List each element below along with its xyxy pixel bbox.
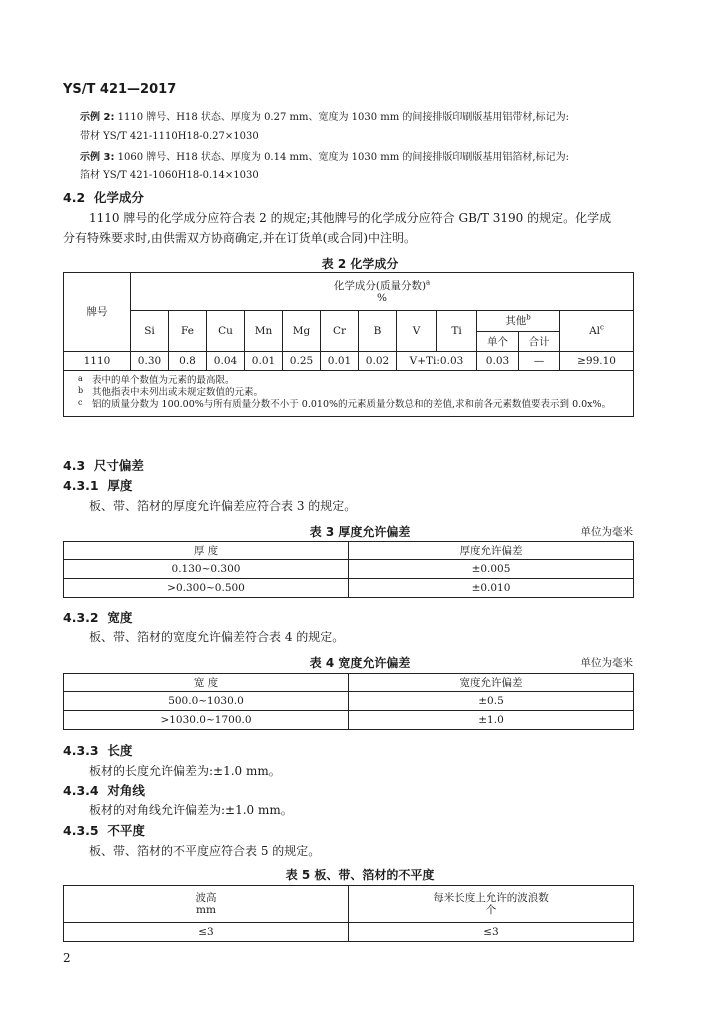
- section-number: 4.3: [63, 458, 86, 473]
- standard-number: YS/T 421—2017: [63, 82, 177, 97]
- table-2-caption: 表 2 化学成分: [321, 257, 399, 271]
- section-title: 不平度: [107, 823, 145, 838]
- section-4-3-2-heading: [63, 608, 132, 626]
- value-v-ti: V+Ti:0.03: [397, 352, 477, 371]
- table-row-cell: ±0.010: [349, 579, 634, 598]
- section-4-3-3-heading: [63, 741, 132, 759]
- value-mg: 0.25: [283, 352, 321, 371]
- wave-count-unit: 个: [485, 904, 497, 916]
- page-number: 2: [63, 951, 71, 965]
- section-title: 化学成分: [93, 190, 144, 205]
- composition-unit: %: [377, 291, 388, 304]
- section-4-3-heading: [63, 456, 144, 474]
- footnote-c: [70, 399, 627, 411]
- composition-header-text: 化学成分(质量分数): [333, 279, 427, 292]
- element-v: V: [397, 311, 437, 352]
- footnote-mark: c: [78, 398, 83, 407]
- section-4-2-para-line-1: 1110 牌号的化学成分应符合表 2 的规定;其他牌号的化学成分应符合 GB/T 3190 的规定。化学成: [89, 211, 612, 225]
- value-cr: 0.01: [321, 352, 359, 371]
- footnote-mark: a: [78, 374, 83, 383]
- value-mn: 0.01: [245, 352, 283, 371]
- section-4-3-5-para: 板、带、箔材的不平度应符合表 5 的规定。: [89, 844, 321, 858]
- table-3-caption: 表 3 厚度允许偏差: [309, 525, 411, 539]
- footnote-text: 表中的单个数值为元素的最高限。: [92, 375, 235, 386]
- wave-height-label: 波高: [195, 892, 217, 904]
- composition-group-header: [131, 273, 634, 311]
- section-4-2-para-line-2: 分有特殊要求时,由供需双方协商确定,并在订货单(或合同)中注明。: [63, 231, 416, 245]
- table-row-cell: ±0.5: [349, 692, 634, 711]
- value-si: 0.30: [131, 352, 169, 371]
- section-title: 尺寸偏差: [93, 458, 144, 473]
- table-row-cell: >1030.0~1700.0: [64, 711, 349, 730]
- value-b: 0.02: [359, 352, 397, 371]
- al-header: [560, 311, 634, 352]
- section-number: 4.3.1: [63, 478, 99, 493]
- other-single-header: 单个: [477, 332, 519, 352]
- example-2-marking: 带材 YS/T 421-1110H18-0.27×1030: [80, 131, 259, 142]
- element-cu: Cu: [207, 311, 245, 352]
- section-title: 厚度: [107, 478, 133, 493]
- table-4-unit: 单位为毫米: [580, 657, 633, 669]
- footnote-b: [70, 387, 627, 399]
- value-cu: 0.04: [207, 352, 245, 371]
- thickness-tolerance-header: 厚度允许偏差: [349, 542, 634, 560]
- width-tolerance-header: 宽度允许偏差: [349, 674, 634, 692]
- row-grade: 1110: [64, 352, 131, 371]
- element-si: Si: [131, 311, 169, 352]
- footnote-ref: c: [600, 323, 604, 332]
- footnote-mark: b: [78, 386, 84, 395]
- footnote-text: 其他指表中未列出或未规定数值的元素。: [92, 387, 264, 398]
- section-title: 对角线: [107, 783, 145, 798]
- example-3-marking: 箔材 YS/T 421-1060H18-0.14×1030: [80, 170, 259, 181]
- section-number: 4.3.5: [63, 823, 99, 838]
- section-number: 4.2: [63, 190, 86, 205]
- table-row-cell: >0.300~0.500: [64, 579, 349, 598]
- table-5-caption: 表 5 板、带、箔材的不平度: [285, 868, 435, 882]
- example-label: 示例 3:: [80, 152, 115, 163]
- section-4-3-2-para: 板、带、箔材的宽度允许偏差符合表 4 的规定。: [89, 630, 345, 644]
- wave-count-label: 每米长度上允许的波浪数: [433, 892, 549, 904]
- grade-header: 牌号: [64, 273, 131, 352]
- footnote-text: 铝的质量分数为 100.00%与所有质量分数不小于 0.010%的元素质量分数总和的差值,求和前各元素数值要表示到 0.0x%。: [92, 399, 612, 410]
- section-4-3-1-para: 板、带、箔材的厚度允许偏差应符合表 3 的规定。: [89, 499, 357, 513]
- other-header: [477, 311, 560, 332]
- table-row-cell: ±1.0: [349, 711, 634, 730]
- element-ti: Ti: [437, 311, 477, 352]
- element-mn: Mn: [245, 311, 283, 352]
- table-3: [63, 541, 634, 598]
- section-title: 长度: [107, 743, 133, 758]
- table-3-unit: 单位为毫米: [580, 526, 633, 538]
- footnote-ref: b: [526, 313, 531, 322]
- value-other-single: 0.03: [477, 352, 519, 371]
- al-header-text: Al: [589, 325, 601, 337]
- value-other-total: —: [519, 352, 560, 371]
- footnote-ref: a: [426, 278, 431, 286]
- section-number: 4.3.3: [63, 743, 99, 758]
- section-4-3-4-para: 板材的对角线允许偏差为:±1.0 mm。: [89, 803, 293, 817]
- table-row-cell: ±0.005: [349, 560, 634, 579]
- wave-height-unit: mm: [196, 904, 216, 916]
- section-title: 宽度: [107, 610, 133, 625]
- table-2-footnotes: [64, 371, 634, 417]
- value-fe: 0.8: [169, 352, 207, 371]
- section-4-2-heading: [63, 188, 144, 206]
- thickness-header: 厚 度: [64, 542, 349, 560]
- footnote-a: [70, 375, 627, 387]
- table-row-cell: ≤3: [349, 923, 634, 942]
- example-text: 1110 牌号、H18 状态、厚度为 0.27 mm、宽度为 1030 mm 的间接排版印刷版基用铝带材,标记为:: [117, 112, 569, 123]
- section-4-3-1-heading: [63, 476, 132, 494]
- section-4-3-5-heading: [63, 821, 145, 839]
- element-b: B: [359, 311, 397, 352]
- section-number: 4.3.2: [63, 610, 99, 625]
- value-al: ≥99.10: [560, 352, 634, 371]
- element-mg: Mg: [283, 311, 321, 352]
- other-total-header: 合计: [519, 332, 560, 352]
- table-row-cell: 500.0~1030.0: [64, 692, 349, 711]
- table-2: [63, 272, 634, 417]
- table-5: [63, 885, 634, 942]
- other-header-text: 其他: [505, 315, 527, 327]
- table-row-cell: ≤3: [64, 923, 349, 942]
- section-4-3-4-heading: [63, 781, 145, 799]
- example-3: [80, 151, 569, 165]
- wave-height-header: [64, 886, 349, 923]
- wave-count-header: [349, 886, 634, 923]
- table-row-cell: 0.130~0.300: [64, 560, 349, 579]
- table-4: [63, 673, 634, 730]
- element-cr: Cr: [321, 311, 359, 352]
- example-text: 1060 牌号、H18 状态、厚度为 0.14 mm、宽度为 1030 mm 的间接排版印刷版基用铝箔材,标记为:: [117, 152, 569, 163]
- section-number: 4.3.4: [63, 783, 99, 798]
- example-label: 示例 2:: [80, 112, 115, 123]
- width-header: 宽 度: [64, 674, 349, 692]
- table-4-caption: 表 4 宽度允许偏差: [309, 656, 411, 670]
- element-fe: Fe: [169, 311, 207, 352]
- section-4-3-3-para: 板材的长度允许偏差为:±1.0 mm。: [89, 764, 281, 778]
- example-2: [80, 111, 569, 125]
